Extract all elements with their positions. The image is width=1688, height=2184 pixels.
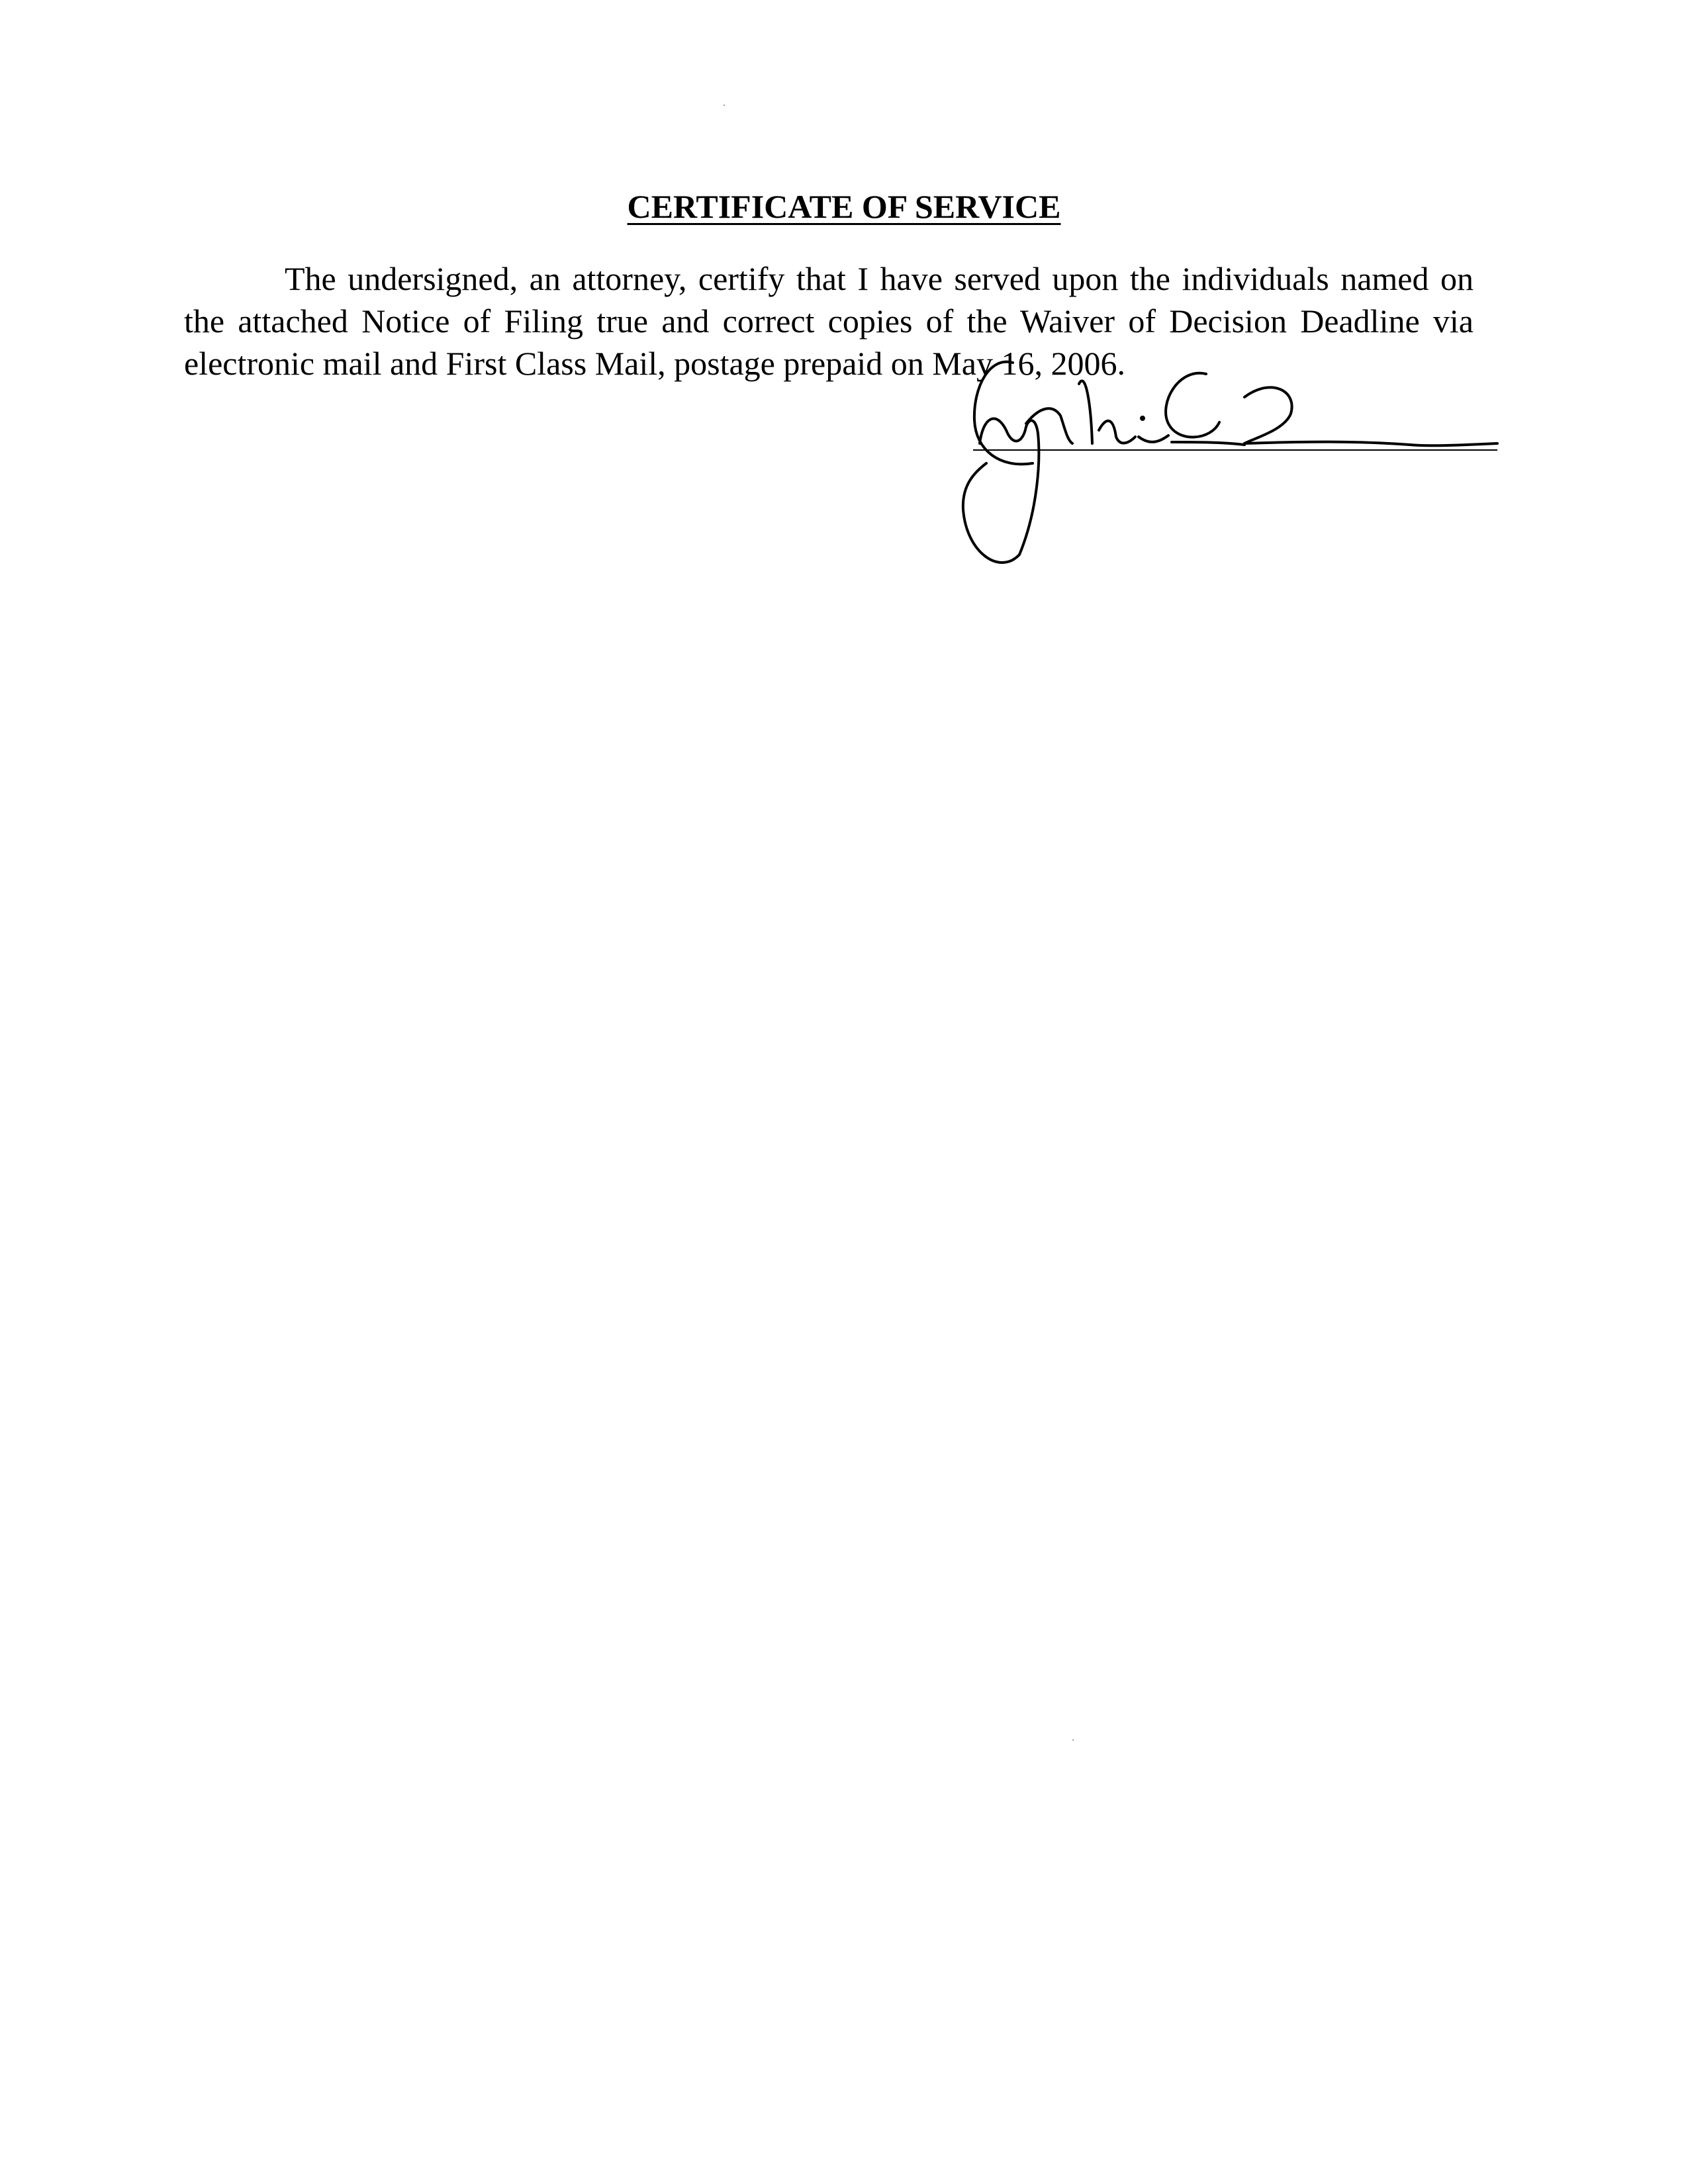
signature-stroke xyxy=(1099,421,1135,443)
scan-artifact-dot xyxy=(724,105,725,106)
signature-stroke xyxy=(1244,387,1292,443)
signature-stroke xyxy=(1166,373,1219,437)
signature-stroke xyxy=(1079,381,1092,443)
signature-stroke xyxy=(963,419,1039,563)
handwritten-signature xyxy=(960,344,1509,688)
signature-dot xyxy=(1141,417,1144,420)
signature-stroke xyxy=(1172,442,1244,445)
certificate-body: The undersigned, an attorney, certify that I have served upon the individuals named on the attached Notice of Filing true and correct copies of the Waiver of Decision Deadline via electronic mail and First Class Mail, postage prepaid on May 16, 2006. xyxy=(184,260,1474,382)
signature-stroke xyxy=(1244,442,1497,446)
signature-stroke xyxy=(1026,408,1072,443)
signature-stroke xyxy=(1139,435,1168,442)
document-title: CERTIFICATE OF SERVICE xyxy=(627,188,1061,225)
scan-artifact-dot xyxy=(1072,1739,1074,1741)
signature-stroke xyxy=(974,362,1033,465)
